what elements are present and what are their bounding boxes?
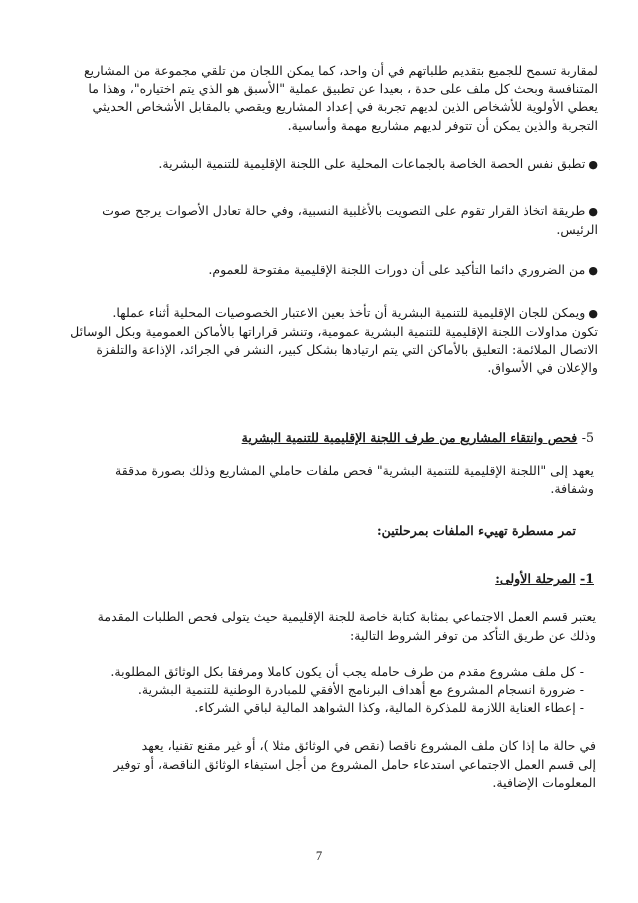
phase-paragraph bbox=[40, 608, 598, 644]
section-heading bbox=[40, 429, 598, 447]
section-text: وشفافة. bbox=[550, 480, 594, 496]
intro-line: التجربة والذين يمكن أن تتوفر لديهم مشاريع مهمة وأساسية. bbox=[287, 117, 598, 133]
bullet-text: طريقة اتخاذ القرار تقوم على التصويت بالأغلبية النسبية، وفي حالة تعادل الأصوات يرجح صوت bbox=[102, 203, 586, 219]
bullet-icon: ● bbox=[588, 205, 598, 219]
bullet-text: الاتصال الملائمة: التعليق بالأماكن التي يتم ارتيادها بشكل كبير، النشر في الجرائد، الإذاعة والتلفزة bbox=[96, 342, 598, 358]
bullet-text: من الضروري دائما التأكيد على أن دورات اللجنة الإقليمية مفتوحة للعموم. bbox=[208, 262, 586, 278]
bullet-local-specifics bbox=[40, 304, 598, 378]
conditions-list bbox=[40, 663, 598, 718]
section-text: يعهد إلى "اللجنة الإقليمية للتنمية البشرية" فحص ملفات حاملي المشاريع وذلك بصورة مدققة bbox=[115, 462, 594, 478]
bullet-icon: ● bbox=[588, 264, 598, 278]
paragraph-line: المعلومات الإضافية. bbox=[492, 774, 596, 790]
document-page bbox=[40, 62, 598, 792]
bullet-text: تكون مداولات اللجنة الإقليمية للتنمية البشرية عمومية، وتنشر قراراتها بالأماكن العمومية وبكل الوسائل bbox=[70, 323, 598, 339]
bullet-text: الرئيس. bbox=[556, 222, 598, 238]
bullet-public-sessions bbox=[40, 261, 598, 280]
intro-paragraph bbox=[40, 62, 598, 135]
section-paragraph bbox=[40, 462, 598, 498]
phase-heading bbox=[40, 570, 598, 588]
bullet-text: ويمكن للجان الإقليمية للتنمية البشرية أن تأخذ بعين الاعتبار الخصوصيات المحلية أثناء عملها. bbox=[112, 304, 586, 320]
phase-text: يعتبر قسم العمل الاجتماعي بمثابة كتابة خاصة للجنة الإقليمية حيث يتولى فحص الطلبات المقدمة bbox=[97, 609, 596, 625]
section-number: 5- bbox=[581, 430, 594, 446]
bullet-text: والإعلان في الأسواق. bbox=[487, 360, 598, 376]
intro-line: المتنافسة وبحث كل ملف على حدة ، بعيدا عن تطبيق عملية "الأسبق هو الذي يتم اختياره"، وهذا ما bbox=[88, 81, 598, 97]
bullet-text: تطبق نفس الحصة الخاصة بالجماعات المحلية على اللجنة الإقليمية للتنمية البشرية. bbox=[158, 155, 586, 171]
incomplete-file-paragraph bbox=[40, 737, 598, 792]
bullet-voting bbox=[40, 202, 598, 239]
paragraph-line: إلى قسم العمل الاجتماعي استدعاء حامل المشروع من أجل استيفاء الوثائق الناقصة، أو توفير bbox=[113, 756, 596, 772]
bullet-quota bbox=[40, 155, 598, 174]
phase-number: 1- bbox=[580, 571, 594, 587]
bullet-icon: ● bbox=[588, 157, 598, 171]
intro-line: لمقاربة تسمح للجميع بتقديم طلباتهم في أن واحد، كما يمكن اللجان من تلقي مجموعة من المشاريع bbox=[83, 63, 598, 78]
section-title: فحص وانتقاء المشاريع من طرف اللجنة الإقليمية للتنمية البشرية bbox=[241, 430, 578, 446]
phase-text: وذلك عن طريق التأكد من توفر الشروط التالية: bbox=[350, 627, 596, 643]
list-item: - كل ملف مشروع مقدم من طرف حامله يجب أن يكون كاملا ومرفقا بكل الوثائق المطلوبة. bbox=[110, 663, 584, 679]
list-item: - ضرورة انسجام المشروع مع أهداف البرنامج الأفقي للمبادرة الوطنية للتنمية البشرية. bbox=[137, 682, 584, 698]
bullet-icon: ● bbox=[588, 306, 598, 320]
page-number: 7 bbox=[315, 849, 323, 863]
intro-line: يعطي الأولوية للأشخاص الذين لديهم تجربة في إعداد المشاريع ويقصي بالمقابل الأشخاص الحديثي bbox=[92, 99, 598, 115]
phase-title: المرحلة الأولى: bbox=[495, 571, 576, 587]
list-item: - إعطاء العناية اللازمة للمذكرة المالية، وكذا الشواهد المالية لباقي الشركاء. bbox=[194, 700, 584, 716]
procedure-subheading: تمر مسطرة تهييء الملفات بمرحلتين: bbox=[376, 523, 576, 539]
paragraph-line: في حالة ما إذا كان ملف المشروع ناقصا (نقص في الوثائق مثلا )، أو غير مقنع تقنيا، يعهد bbox=[141, 738, 596, 754]
